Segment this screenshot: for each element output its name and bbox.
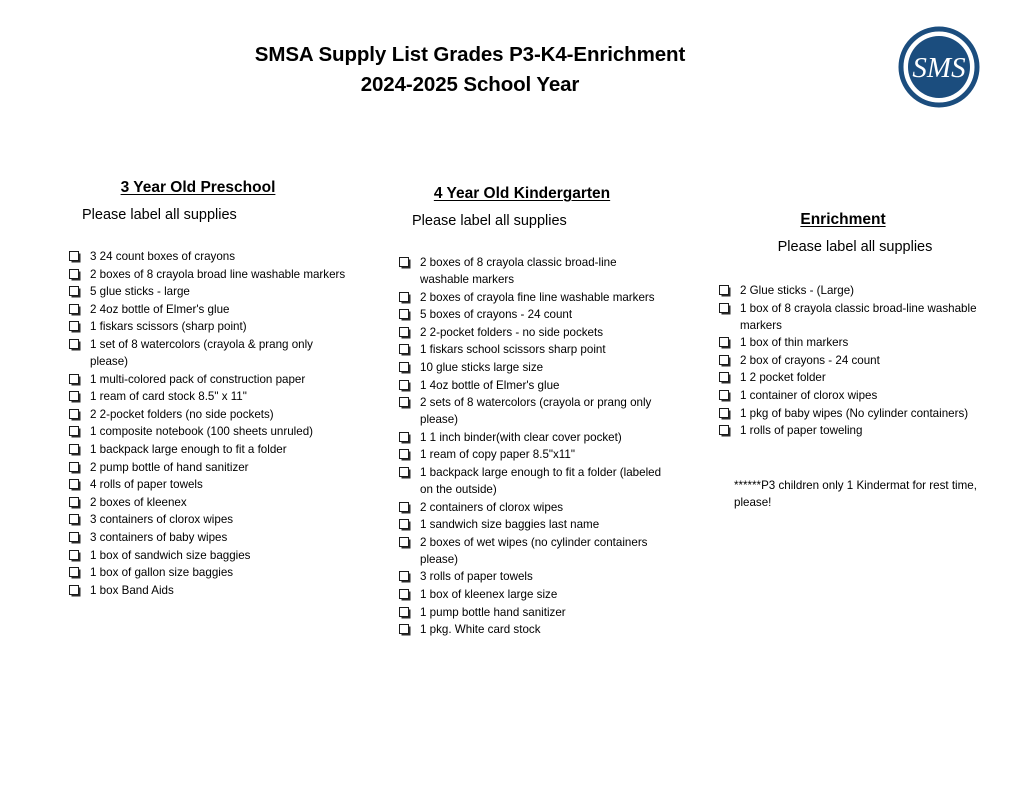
list-item-label: 1 box of gallon size baggies (90, 566, 234, 580)
checkbox-icon (69, 444, 79, 454)
checkbox-icon (719, 408, 729, 418)
document-title-line-2: 2024-2025 School Year (360, 73, 580, 96)
list-item-label: 1 backpack large enough to fit a folder (labeled on the outside) (420, 465, 662, 496)
list-item (712, 334, 980, 351)
checkbox-icon (69, 304, 79, 314)
list-item (392, 254, 664, 288)
list-item (62, 441, 350, 458)
list-item-label: 4 rolls of paper towels (90, 478, 203, 492)
checkbox-icon (69, 479, 79, 489)
checkbox-icon (69, 339, 79, 349)
checkbox-icon (69, 532, 79, 542)
checkbox-icon (69, 514, 79, 524)
checkbox-icon (399, 327, 409, 337)
document-title-line-1: SMSA Supply List Grades P3-K4-Enrichment (254, 43, 686, 66)
list-item-label: 5 boxes of crayons - 24 count (420, 308, 573, 322)
list-item (392, 359, 664, 376)
supply-list (62, 248, 350, 599)
list-item (712, 282, 980, 299)
checkbox-icon (399, 537, 409, 547)
list-item (62, 266, 350, 283)
list-item-label: 1 rolls of paper toweling (740, 424, 863, 438)
list-item (62, 547, 350, 564)
checkbox-icon (399, 502, 409, 512)
checkbox-icon (69, 286, 79, 296)
checkbox-icon (399, 571, 409, 581)
list-item-label: 2 boxes of kleenex (90, 495, 187, 509)
checkbox-icon (69, 391, 79, 401)
list-item (392, 377, 664, 394)
list-item-label: 2 boxes of wet wipes (no cylinder containers please) (420, 535, 648, 566)
sms-logo (898, 26, 980, 108)
document-header (0, 40, 940, 100)
list-item (62, 248, 350, 265)
list-item (62, 371, 350, 388)
list-item-label: 3 containers of clorox wipes (90, 513, 234, 527)
list-item (392, 499, 664, 516)
list-item (62, 336, 350, 370)
list-item-label: 1 box of kleenex large size (420, 587, 558, 601)
column-subheading: Please label all supplies (777, 239, 933, 255)
list-item (392, 446, 664, 463)
list-item-label: 1 ream of copy paper 8.5"x11" (420, 448, 575, 462)
list-item (62, 494, 350, 511)
list-item-label: 2 containers of clorox wipes (420, 500, 564, 514)
list-item (712, 300, 980, 334)
list-item (392, 586, 664, 603)
list-item (712, 387, 980, 404)
list-item (392, 604, 664, 621)
checkbox-icon (719, 372, 729, 382)
checkbox-icon (69, 585, 79, 595)
list-item-label: 1 multi-colored pack of construction paper (90, 372, 306, 386)
list-item-label: 1 1 inch binder(with clear cover pocket) (420, 430, 622, 444)
enrichment-footnote: ******P3 children only 1 Kindermat for rest time, please! (734, 479, 977, 510)
supply-list (712, 282, 980, 439)
checkbox-icon (719, 285, 729, 295)
list-item-label: 3 containers of baby wipes (90, 530, 228, 544)
checkbox-icon (69, 374, 79, 384)
list-item (392, 341, 664, 358)
checkbox-icon (69, 550, 79, 560)
list-item-label: 2 boxes of crayola fine line washable markers (420, 290, 655, 304)
column-enrichment (712, 210, 980, 511)
list-item (62, 301, 350, 318)
list-item-label: 1 box Band Aids (90, 583, 174, 597)
list-item-label: 2 2-pocket folders - no side pockets (420, 325, 604, 339)
checkbox-icon (399, 344, 409, 354)
checkbox-icon (399, 257, 409, 267)
list-item (712, 405, 980, 422)
list-item (62, 529, 350, 546)
checkbox-icon (399, 624, 409, 634)
checkbox-icon (399, 432, 409, 442)
list-item (392, 621, 664, 638)
checkbox-icon (399, 519, 409, 529)
list-item (392, 429, 664, 446)
list-item-label: 2 boxes of 8 crayola broad line washable markers (90, 267, 346, 281)
column-heading: 4 Year Old Kindergarten (433, 185, 611, 202)
checkbox-icon (399, 292, 409, 302)
list-item-label: 1 box of thin markers (740, 336, 849, 350)
column-heading: 3 Year Old Preschool (120, 179, 276, 196)
checkbox-icon (719, 425, 729, 435)
list-item-label: 1 sandwich size baggies last name (420, 518, 600, 532)
checkbox-icon (69, 251, 79, 261)
checkbox-icon (69, 497, 79, 507)
checkbox-icon (69, 269, 79, 279)
list-item-label: 1 container of clorox wipes (740, 388, 878, 402)
list-item-label: 1 2 pocket folder (740, 371, 826, 385)
checkbox-icon (399, 467, 409, 477)
list-item (62, 511, 350, 528)
list-item-label: 2 4oz bottle of Elmer's glue (90, 302, 230, 316)
checkbox-icon (719, 303, 729, 313)
list-item (62, 388, 350, 405)
list-item (392, 394, 664, 428)
supply-list (392, 254, 664, 638)
list-item-label: 1 backpack large enough to fit a folder (90, 442, 287, 456)
list-item-label: 10 glue sticks large size (420, 360, 544, 374)
list-item (62, 582, 350, 599)
list-item-label: 2 sets of 8 watercolors (crayola or prang only please) (420, 396, 652, 427)
list-item-label: 2 boxes of 8 crayola classic broad-line washable markers (420, 256, 617, 286)
list-item (62, 318, 350, 335)
checkbox-icon (399, 449, 409, 459)
list-item-label: 1 box of sandwich size baggies (90, 548, 251, 562)
checkbox-icon (69, 462, 79, 472)
checkbox-icon (399, 362, 409, 372)
list-item (62, 476, 350, 493)
list-item-label: 1 pkg of baby wipes (No cylinder containers) (740, 406, 969, 420)
list-item (392, 516, 664, 533)
list-item (62, 423, 350, 440)
column-preschool (62, 178, 350, 599)
svg-text:SMS: SMS (912, 52, 966, 84)
list-item (712, 422, 980, 439)
list-item-label: 1 pkg. White card stock (420, 623, 541, 637)
list-item-label: 1 pump bottle hand sanitizer (420, 605, 566, 619)
checkbox-icon (719, 355, 729, 365)
list-item-label: 2 box of crayons - 24 count (740, 353, 880, 367)
checkbox-icon (399, 309, 409, 319)
list-item-label: 2 2-pocket folders (no side pockets) (90, 407, 274, 421)
checkbox-icon (69, 321, 79, 331)
checkbox-icon (399, 380, 409, 390)
checkbox-icon (69, 426, 79, 436)
list-item-label: 5 glue sticks - large (90, 285, 190, 299)
list-item (62, 283, 350, 300)
list-item-label: 2 pump bottle of hand sanitizer (90, 460, 249, 474)
list-item (392, 289, 664, 306)
list-item-label: 1 box of 8 crayola classic broad-line washable markers (740, 301, 977, 332)
list-item-label: 2 Glue sticks - (Large) (740, 284, 855, 297)
list-item-label: 1 fiskars school scissors sharp point (420, 343, 606, 357)
checkbox-icon (399, 607, 409, 617)
checkbox-icon (69, 409, 79, 419)
list-item-label: 3 rolls of paper towels (420, 570, 533, 584)
column-heading: Enrichment (800, 211, 886, 228)
checkbox-icon (399, 397, 409, 407)
list-item (392, 534, 664, 568)
list-item-label: 1 ream of card stock 8.5" x 11" (90, 390, 247, 404)
list-item (712, 369, 980, 386)
list-item-label: 1 composite notebook (100 sheets unruled) (90, 425, 313, 439)
list-item (392, 464, 664, 498)
checkbox-icon (69, 567, 79, 577)
checkbox-icon (719, 337, 729, 347)
list-item-label: 3 24 count boxes of crayons (90, 250, 236, 263)
list-item-label: 1 set of 8 watercolors (crayola & prang only please) (90, 337, 313, 368)
column-subheading: Please label all supplies (412, 213, 567, 229)
checkbox-icon (399, 589, 409, 599)
column-kindergarten (392, 184, 664, 639)
list-item (392, 568, 664, 585)
checkbox-icon (719, 390, 729, 400)
list-item (392, 306, 664, 323)
list-item (62, 564, 350, 581)
column-subheading: Please label all supplies (82, 207, 237, 223)
list-item-label: 1 4oz bottle of Elmer's glue (420, 378, 560, 392)
list-item (392, 324, 664, 341)
list-item (62, 459, 350, 476)
list-item (62, 406, 350, 423)
list-item (712, 352, 980, 369)
list-item-label: 1 fiskars scissors (sharp point) (90, 320, 247, 334)
